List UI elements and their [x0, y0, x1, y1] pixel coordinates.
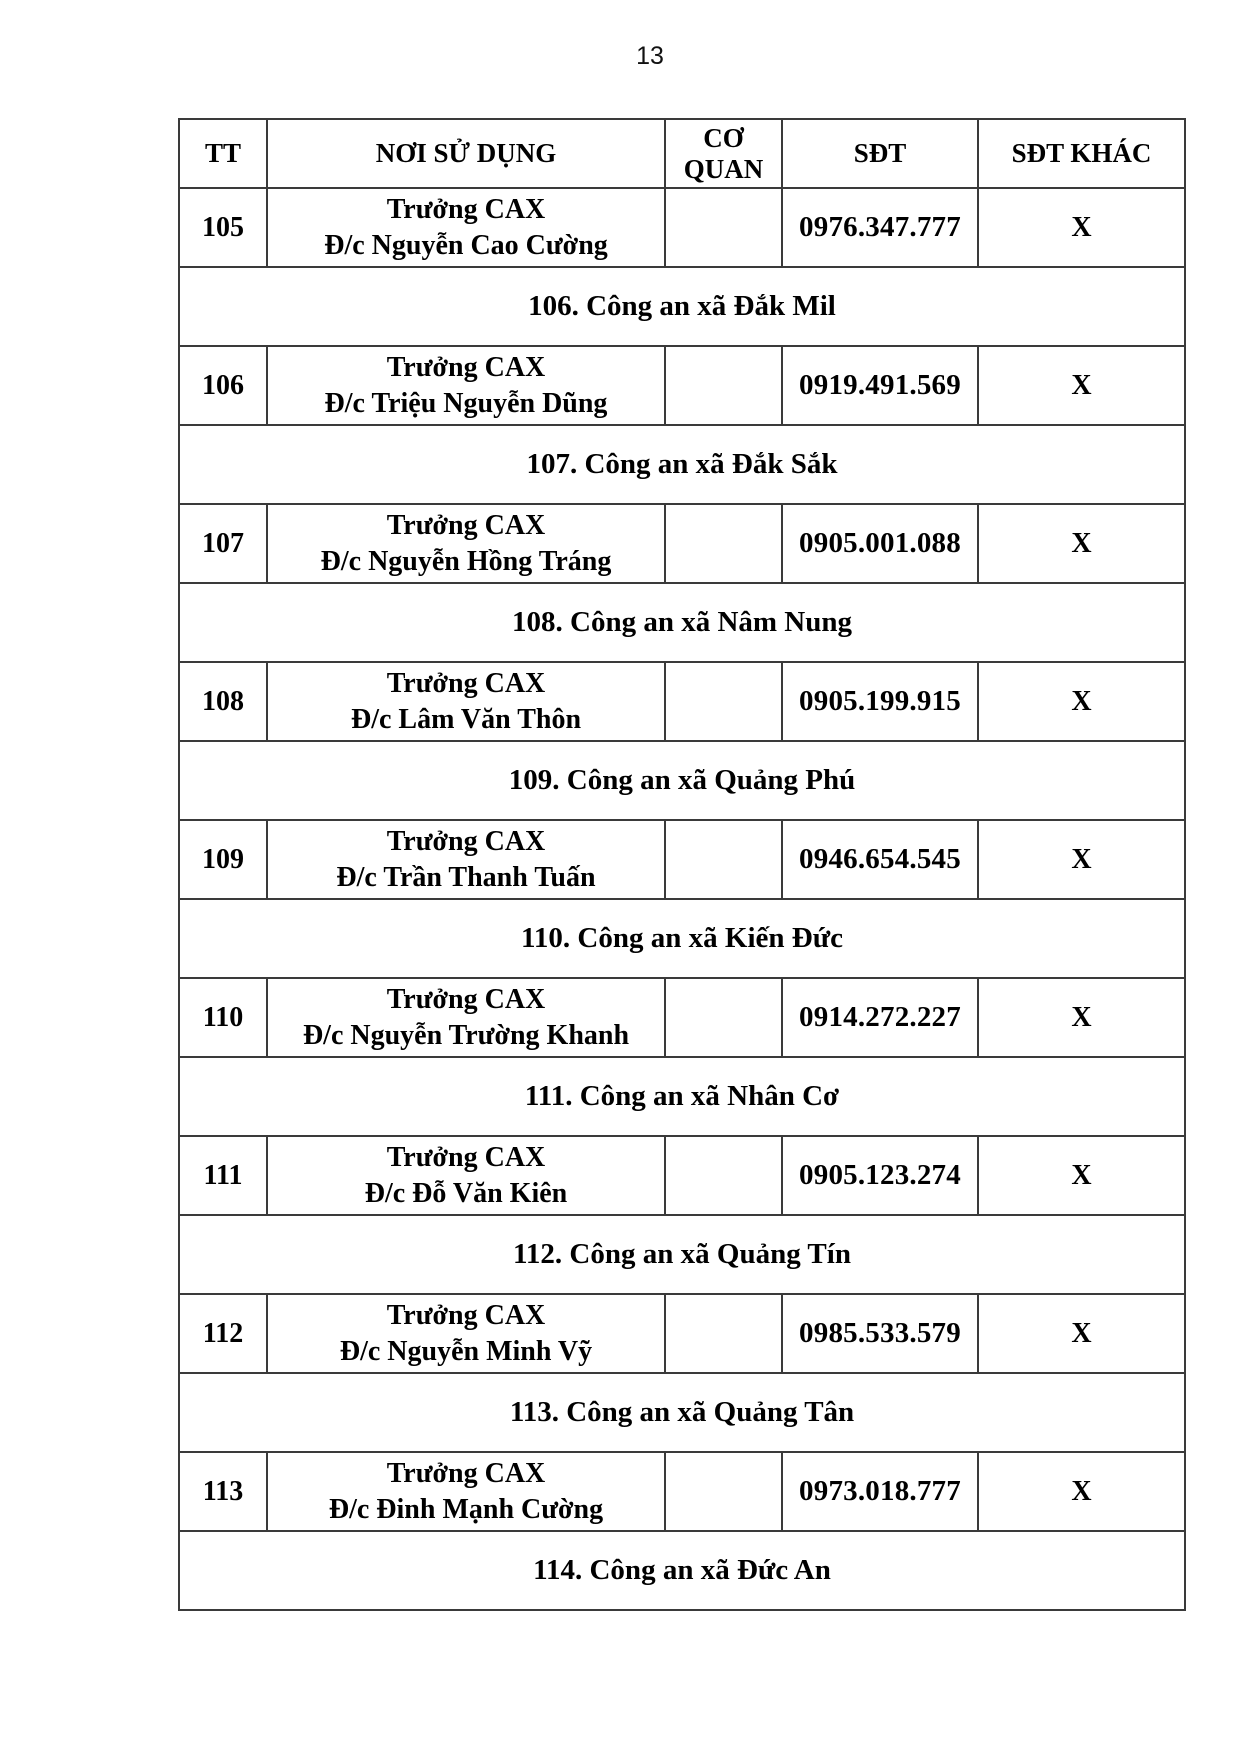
cell-tt: 111	[179, 1136, 267, 1215]
cell-role: Trưởng CAX	[386, 1141, 546, 1173]
cell-sdt: 0914.272.227	[782, 978, 978, 1057]
cell-co-quan	[665, 662, 782, 741]
cell-name: Đ/c Lâm Văn Thôn	[350, 703, 582, 735]
cell-noi-su-dung	[267, 1136, 665, 1215]
section-label: 113. Công an xã Quảng Tân	[179, 1373, 1185, 1452]
table-header	[179, 119, 1185, 188]
cell-name: Đ/c Đinh Mạnh Cường	[328, 1493, 604, 1525]
section-label: 114. Công an xã Đức An	[179, 1531, 1185, 1610]
cell-sdt-khac: X	[978, 978, 1185, 1057]
cell-role: Trưởng CAX	[386, 667, 546, 699]
cell-sdt: 0946.654.545	[782, 820, 978, 899]
section-label: 108. Công an xã Nâm Nung	[179, 583, 1185, 662]
section-row	[179, 899, 1185, 978]
cell-co-quan	[665, 346, 782, 425]
section-label: 109. Công an xã Quảng Phú	[179, 741, 1185, 820]
section-label: 112. Công an xã Quảng Tín	[179, 1215, 1185, 1294]
cell-role: Trưởng CAX	[386, 983, 546, 1015]
page-number: 13	[636, 42, 664, 70]
cell-co-quan	[665, 504, 782, 583]
cell-tt: 110	[179, 978, 267, 1057]
cell-co-quan	[665, 978, 782, 1057]
cell-co-quan	[665, 820, 782, 899]
header-sdt-khac: SĐT KHÁC	[978, 119, 1185, 188]
cell-sdt: 0905.123.274	[782, 1136, 978, 1215]
cell-sdt: 0976.347.777	[782, 188, 978, 267]
cell-sdt: 0905.199.915	[782, 662, 978, 741]
section-row	[179, 1531, 1185, 1610]
section-row	[179, 583, 1185, 662]
cell-tt: 113	[179, 1452, 267, 1531]
cell-co-quan	[665, 1294, 782, 1373]
section-row	[179, 1215, 1185, 1294]
cell-tt: 112	[179, 1294, 267, 1373]
cell-sdt: 0973.018.777	[782, 1452, 978, 1531]
table-body	[179, 188, 1185, 1610]
cell-sdt-khac: X	[978, 662, 1185, 741]
section-row	[179, 1373, 1185, 1452]
cell-co-quan	[665, 1452, 782, 1531]
cell-sdt-khac: X	[978, 346, 1185, 425]
cell-co-quan	[665, 1136, 782, 1215]
cell-role: Trưởng CAX	[386, 193, 546, 225]
header-sdt: SĐT	[782, 119, 978, 188]
cell-sdt-khac: X	[978, 1452, 1185, 1531]
cell-noi-su-dung	[267, 978, 665, 1057]
table-row	[179, 820, 1185, 899]
cell-role: Trưởng CAX	[386, 1299, 546, 1331]
cell-noi-su-dung	[267, 1452, 665, 1531]
header-co-quan: CƠ QUAN	[665, 119, 782, 188]
cell-sdt-khac: X	[978, 1136, 1185, 1215]
table-row	[179, 662, 1185, 741]
cell-name: Đ/c Nguyễn Cao Cường	[324, 229, 608, 261]
table-row	[179, 1294, 1185, 1373]
cell-noi-su-dung	[267, 504, 665, 583]
section-label: 106. Công an xã Đắk Mil	[179, 267, 1185, 346]
table-row	[179, 504, 1185, 583]
cell-co-quan	[665, 188, 782, 267]
table-row	[179, 1452, 1185, 1531]
section-label: 107. Công an xã Đắk Sắk	[179, 425, 1185, 504]
header-noi-su-dung: NƠI SỬ DỤNG	[267, 119, 665, 188]
cell-role: Trưởng CAX	[386, 351, 546, 383]
cell-name: Đ/c Trần Thanh Tuấn	[336, 861, 596, 893]
header-tt: TT	[179, 119, 267, 188]
cell-name: Đ/c Nguyễn Minh Vỹ	[339, 1335, 593, 1367]
section-row	[179, 1057, 1185, 1136]
cell-role: Trưởng CAX	[386, 509, 546, 541]
cell-tt: 107	[179, 504, 267, 583]
table-row	[179, 978, 1185, 1057]
section-label: 110. Công an xã Kiến Đức	[179, 899, 1185, 978]
cell-name: Đ/c Nguyễn Hồng Tráng	[320, 545, 612, 577]
table-row	[179, 1136, 1185, 1215]
section-row	[179, 741, 1185, 820]
cell-sdt: 0985.533.579	[782, 1294, 978, 1373]
phone-directory-table	[178, 118, 1186, 1611]
table-row	[179, 188, 1185, 267]
cell-role: Trưởng CAX	[386, 1457, 546, 1489]
cell-role: Trưởng CAX	[386, 825, 546, 857]
section-row	[179, 425, 1185, 504]
table-row	[179, 346, 1185, 425]
table-header-row	[179, 119, 1185, 188]
section-row	[179, 267, 1185, 346]
cell-sdt-khac: X	[978, 188, 1185, 267]
cell-tt: 106	[179, 346, 267, 425]
cell-sdt-khac: X	[978, 504, 1185, 583]
cell-noi-su-dung	[267, 188, 665, 267]
cell-sdt-khac: X	[978, 820, 1185, 899]
cell-noi-su-dung	[267, 820, 665, 899]
cell-sdt: 0919.491.569	[782, 346, 978, 425]
cell-name: Đ/c Triệu Nguyễn Dũng	[324, 387, 608, 419]
cell-tt: 109	[179, 820, 267, 899]
cell-noi-su-dung	[267, 346, 665, 425]
cell-noi-su-dung	[267, 662, 665, 741]
cell-sdt-khac: X	[978, 1294, 1185, 1373]
cell-name: Đ/c Đỗ Văn Kiên	[364, 1177, 568, 1209]
cell-noi-su-dung	[267, 1294, 665, 1373]
cell-name: Đ/c Nguyễn Trường Khanh	[302, 1019, 630, 1051]
section-label: 111. Công an xã Nhân Cơ	[179, 1057, 1185, 1136]
cell-tt: 105	[179, 188, 267, 267]
cell-tt: 108	[179, 662, 267, 741]
cell-sdt: 0905.001.088	[782, 504, 978, 583]
